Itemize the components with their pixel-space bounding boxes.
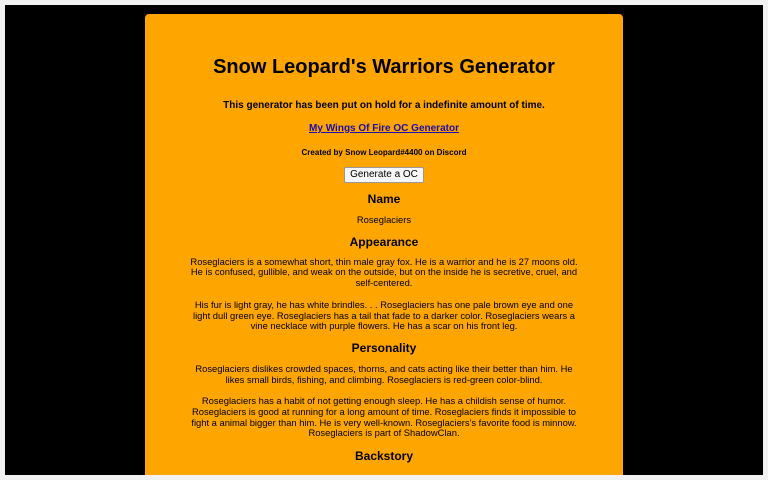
page-viewport <box>5 5 763 475</box>
generate-oc-button[interactable]: Generate a OC <box>344 167 424 183</box>
personality-paragraph: Roseglaciers has a habit of not getting enough sleep. He has a childish sense of humor. Roseglaciers is good at running for a long amount of time. Roseglaciers finds it impossible to fight a animal bigger than him. He is very well-known. Roseglaciers's favorite food is minnow. Roseglaciers is part of ShadowClan. <box>191 395 577 439</box>
generate-button-container <box>145 164 623 183</box>
backstory-heading: Backstory <box>354 449 414 464</box>
appearance-paragraph: Roseglaciers is a somewhat short, thin male gray fox. He is a warrior and he is 27 moons old. He is confused, gullible, and weak on the outside, but on the inside he is secretive, cruel, and self-centered. <box>190 255 578 289</box>
oc-output <box>187 190 581 463</box>
personality-paragraph: Roseglaciers dislikes crowded spaces, thorns, and cats acting like their better than him. He likes small birds, fishing, and climbing. Roseglaciers is red-green color-blind. <box>195 362 573 385</box>
appearance-paragraph: His fur is light gray, he has white brindles. . . Roseglaciers has one pale brown eye and one light dull green eye. Roseglaciers has a tail that fade to a darker color. Roseglaciers wears a vine necklace with purple flowers. He has a scar on his front leg. <box>193 298 575 332</box>
name-heading: Name <box>367 192 401 206</box>
oc-name: Roseglaciers <box>356 214 412 225</box>
hold-notice: This generator has been put on hold for a indefinite amount of time. <box>223 100 545 111</box>
generator-card <box>145 14 623 475</box>
appearance-heading: Appearance <box>349 234 419 249</box>
creator-credit: Created by Snow Leopard#4400 on Discord <box>301 148 467 157</box>
wings-of-fire-generator-link[interactable]: My Wings Of Fire OC Generator <box>309 123 459 134</box>
page-title: Snow Leopard's Warriors Generator <box>213 56 555 78</box>
personality-heading: Personality <box>351 340 417 355</box>
